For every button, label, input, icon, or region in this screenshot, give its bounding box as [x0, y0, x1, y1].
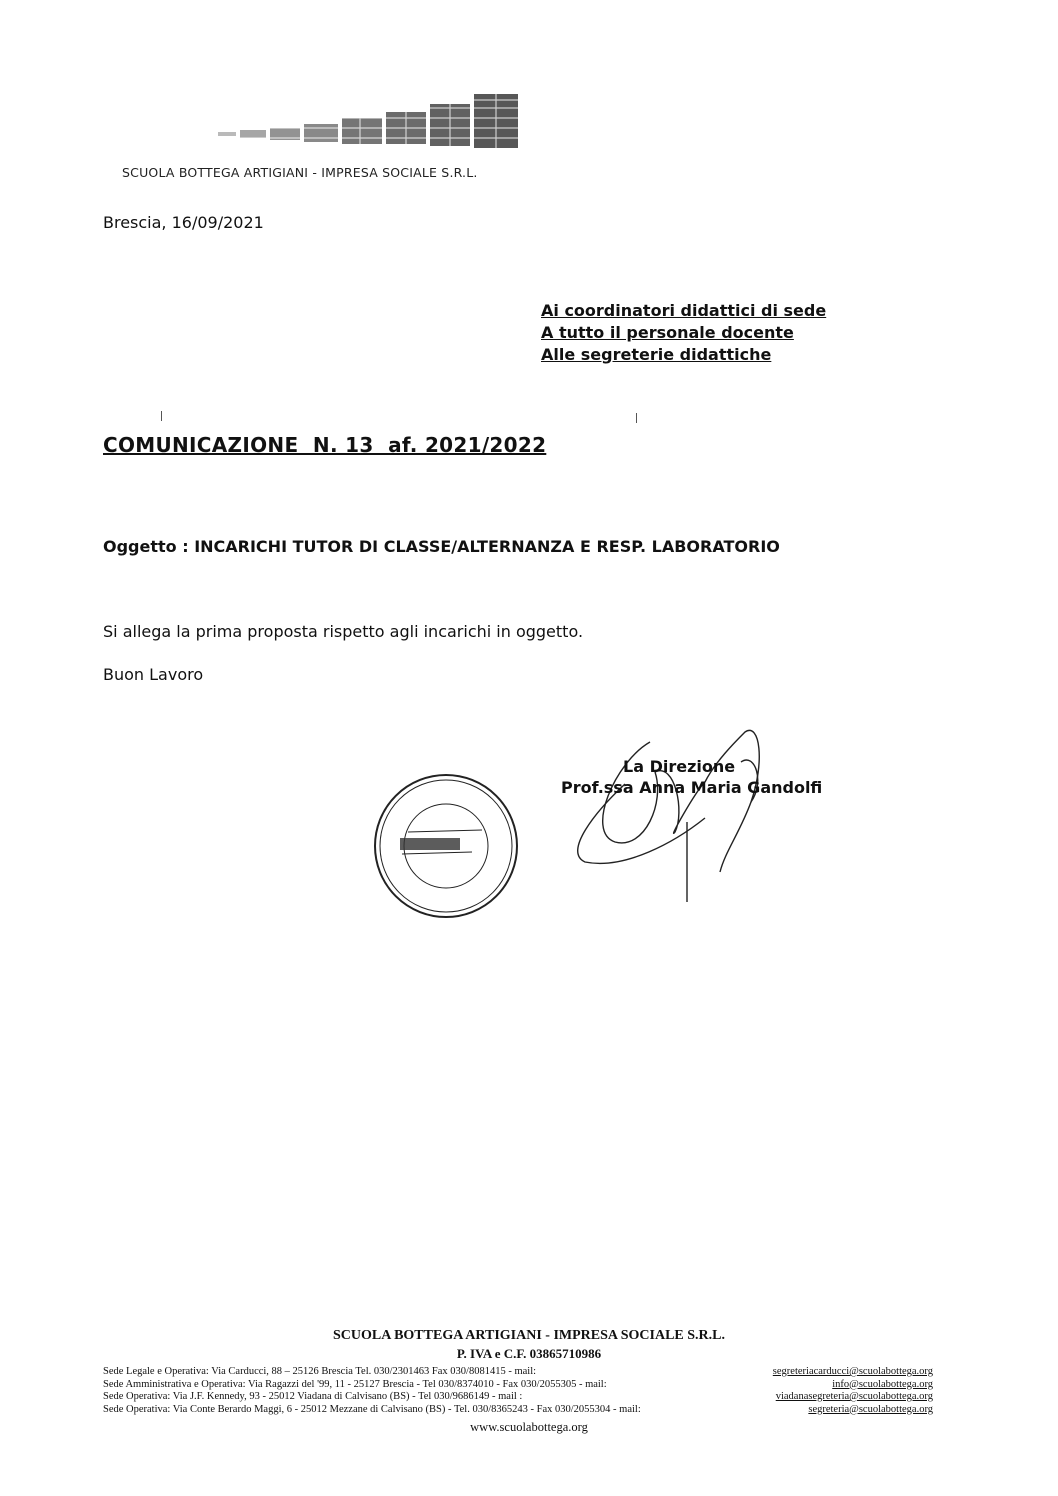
footer-address-line [103, 1379, 933, 1392]
recipient-line: Ai coordinatori didattici di sede [541, 301, 827, 320]
signature-role: La Direzione [623, 757, 736, 776]
logo-graphic [210, 88, 530, 150]
footer-tax-id: P. IVA e C.F. 03865710986 [456, 1346, 602, 1361]
footer-address-line [103, 1366, 933, 1379]
footer-email-link[interactable]: viadanasegreteria@scuolabottega.org [775, 1391, 933, 1402]
letterhead-company: SCUOLA BOTTEGA ARTIGIANI - IMPRESA SOCIALE S.R.L. [122, 165, 478, 180]
communication-title: COMUNICAZIONE N. 13 af. 2021/2022 [103, 433, 547, 457]
recipients-block [541, 300, 826, 366]
recipient-line: Alle segreterie didattiche [541, 345, 772, 364]
footer-website-link[interactable]: www.scuolabottega.org [470, 1420, 588, 1434]
footer-address-line [103, 1404, 933, 1417]
footer-email-link[interactable]: segreteriacarducci@scuolabottega.org [772, 1366, 933, 1377]
footer-email-link[interactable]: info@scuolabottega.org [832, 1378, 933, 1390]
subject-line: Oggetto : INCARICHI TUTOR DI CLASSE/ALTERNANZA E RESP. LABORATORIO [103, 537, 780, 556]
scan-mark [161, 411, 162, 421]
handwritten-signature [555, 722, 795, 912]
footer-address-text: Sede Amministrativa e Operativa: Via Ragazzi del '99, 11 - 25127 Brescia - Tel 030/8374010 - Fax 030/2055305 - mail: [103, 1378, 607, 1390]
footer-address-text: Sede Legale e Operativa: Via Carducci, 88 – 25126 Brescia Tel. 030/2301463 Fax 030/8081415 - mail: [103, 1366, 537, 1377]
body-text: Si allega la prima proposta rispetto agli incarichi in oggetto. [103, 622, 584, 641]
footer [0, 1328, 1058, 1435]
recipient-line: A tutto il personale docente [541, 323, 794, 342]
footer-address-line [103, 1391, 933, 1404]
date-line: Brescia, 16/09/2021 [103, 213, 264, 232]
closing-text: Buon Lavoro [103, 665, 204, 684]
scan-mark [636, 413, 637, 423]
footer-company: SCUOLA BOTTEGA ARTIGIANI - IMPRESA SOCIALE S.R.L. [333, 1328, 725, 1343]
company-stamp [372, 772, 520, 920]
footer-address-text: Sede Operativa: Via J.F. Kennedy, 93 - 25012 Viadana di Calvisano (BS) - Tel 030/9686149 - mail : [103, 1391, 523, 1402]
footer-addresses [103, 1366, 933, 1416]
footer-email-link[interactable]: segreteria@scuolabottega.org [808, 1403, 933, 1415]
footer-address-text: Sede Operativa: Via Conte Berardo Maggi, 6 - 25012 Mezzane di Calvisano (BS) - Tel. 030/8365243 - Fax 030/2055304 - mail: [103, 1403, 641, 1415]
signature-name: Prof.ssa Anna Maria Gandolfi [561, 778, 823, 797]
